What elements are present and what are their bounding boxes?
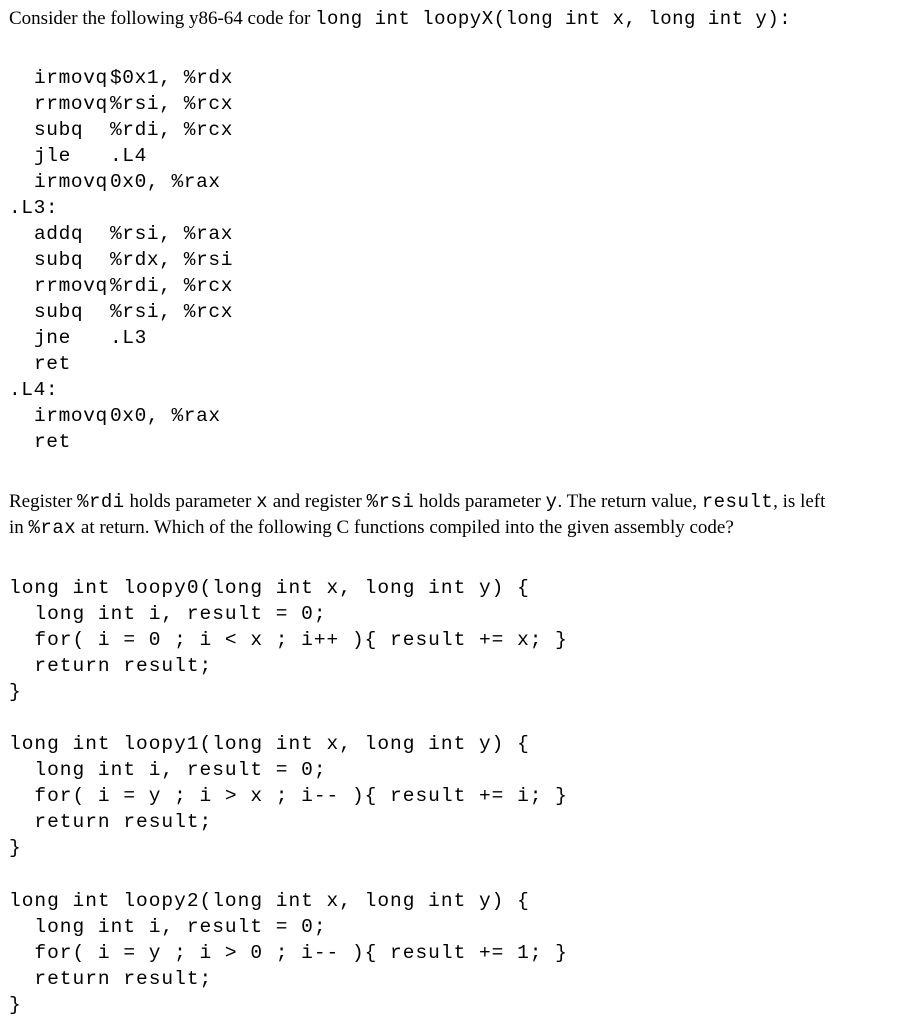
asm-instruction: rrmovq — [34, 93, 108, 115]
param-x: x — [256, 491, 268, 513]
param-y: y — [545, 491, 558, 513]
asm-label: .L3: — [9, 197, 59, 219]
intro-signature: long int loopyX(long int x, long int y): — [315, 8, 792, 30]
code-line: for( i = y ; i > 0 ; i-- ){ result += 1; } — [9, 942, 568, 964]
assembly-line — [9, 143, 233, 169]
code-line: long int loopy0(long int x, long int y) { — [9, 577, 530, 599]
desc-text: holds parameter — [124, 491, 257, 512]
desc-text: Register — [9, 491, 78, 512]
code-line: } — [9, 994, 22, 1016]
assembly-line — [9, 247, 233, 273]
assembly-line — [9, 221, 233, 247]
intro-prefix: Consider the following y86-64 code for — [9, 8, 316, 29]
assembly-line — [9, 117, 233, 143]
asm-instruction: jne — [34, 327, 71, 349]
asm-instruction: addq — [34, 223, 84, 245]
asm-operands: %rdi, %rcx — [110, 119, 234, 141]
asm-instruction: subq — [34, 119, 84, 141]
asm-operands: .L4 — [110, 145, 147, 167]
code-line: long int i, result = 0; — [9, 759, 327, 781]
assembly-line — [9, 325, 233, 351]
register-rdi: %rdi — [77, 491, 125, 513]
intro-text — [9, 6, 791, 32]
asm-instruction: jle — [34, 145, 71, 167]
asm-operands: %rsi, %rcx — [110, 93, 234, 115]
assembly-line — [9, 299, 233, 325]
code-line: return result; — [9, 968, 213, 990]
code-line: long int loopy1(long int x, long int y) { — [9, 733, 530, 755]
asm-instruction: irmovq — [34, 171, 108, 193]
code-line: return result; — [9, 655, 213, 677]
asm-instruction: ret — [34, 353, 71, 375]
asm-operands: %rsi, %rcx — [110, 301, 234, 323]
desc-text: . The return value, — [557, 491, 702, 512]
desc-text: , is left — [773, 491, 826, 512]
assembly-line — [9, 65, 233, 91]
var-result: result — [701, 491, 774, 513]
asm-operands: %rsi, %rax — [110, 223, 234, 245]
register-rax: %rax — [28, 517, 77, 539]
assembly-line — [9, 403, 233, 429]
asm-operands: $0x1, %rdx — [110, 67, 234, 89]
function-option-loopy1 — [9, 731, 568, 861]
asm-instruction: subq — [34, 249, 84, 271]
code-line: for( i = 0 ; i < x ; i++ ){ result += x; } — [9, 629, 568, 651]
asm-operands: %rdx, %rsi — [110, 249, 234, 271]
assembly-line — [9, 195, 233, 221]
code-line: long int i, result = 0; — [9, 916, 327, 938]
asm-operands: 0x0, %rax — [110, 171, 221, 193]
asm-instruction: irmovq — [34, 67, 108, 89]
assembly-line — [9, 377, 233, 403]
function-option-loopy2 — [9, 888, 568, 1018]
code-line: long int i, result = 0; — [9, 603, 327, 625]
code-line: long int loopy2(long int x, long int y) { — [9, 890, 530, 912]
desc-text: holds parameter — [414, 491, 546, 512]
asm-operands: .L3 — [110, 327, 147, 349]
description-line-2 — [9, 515, 825, 541]
assembly-line — [9, 169, 233, 195]
asm-instruction: subq — [34, 301, 84, 323]
desc-text: and register — [267, 491, 367, 512]
code-line: for( i = y ; i > x ; i-- ){ result += i; } — [9, 785, 568, 807]
function-option-loopy0 — [9, 575, 568, 705]
assembly-line — [9, 351, 233, 377]
desc-text: in — [9, 517, 29, 538]
desc-text: at return. Which of the following C functions compiled into the given assembly code? — [76, 517, 734, 538]
asm-instruction: ret — [34, 431, 71, 453]
asm-instruction: rrmovq — [34, 275, 108, 297]
asm-label: .L4: — [9, 379, 59, 401]
code-line: return result; — [9, 811, 213, 833]
code-line: } — [9, 681, 22, 703]
assembly-line — [9, 429, 233, 455]
register-rsi: %rsi — [366, 491, 415, 513]
assembly-code-block — [9, 65, 233, 455]
asm-operands: 0x0, %rax — [110, 405, 221, 427]
code-line: } — [9, 837, 22, 859]
asm-instruction: irmovq — [34, 405, 108, 427]
description-text — [9, 489, 825, 541]
asm-operands: %rdi, %rcx — [110, 275, 234, 297]
assembly-line — [9, 91, 233, 117]
assembly-line — [9, 273, 233, 299]
description-line-1 — [9, 489, 825, 515]
